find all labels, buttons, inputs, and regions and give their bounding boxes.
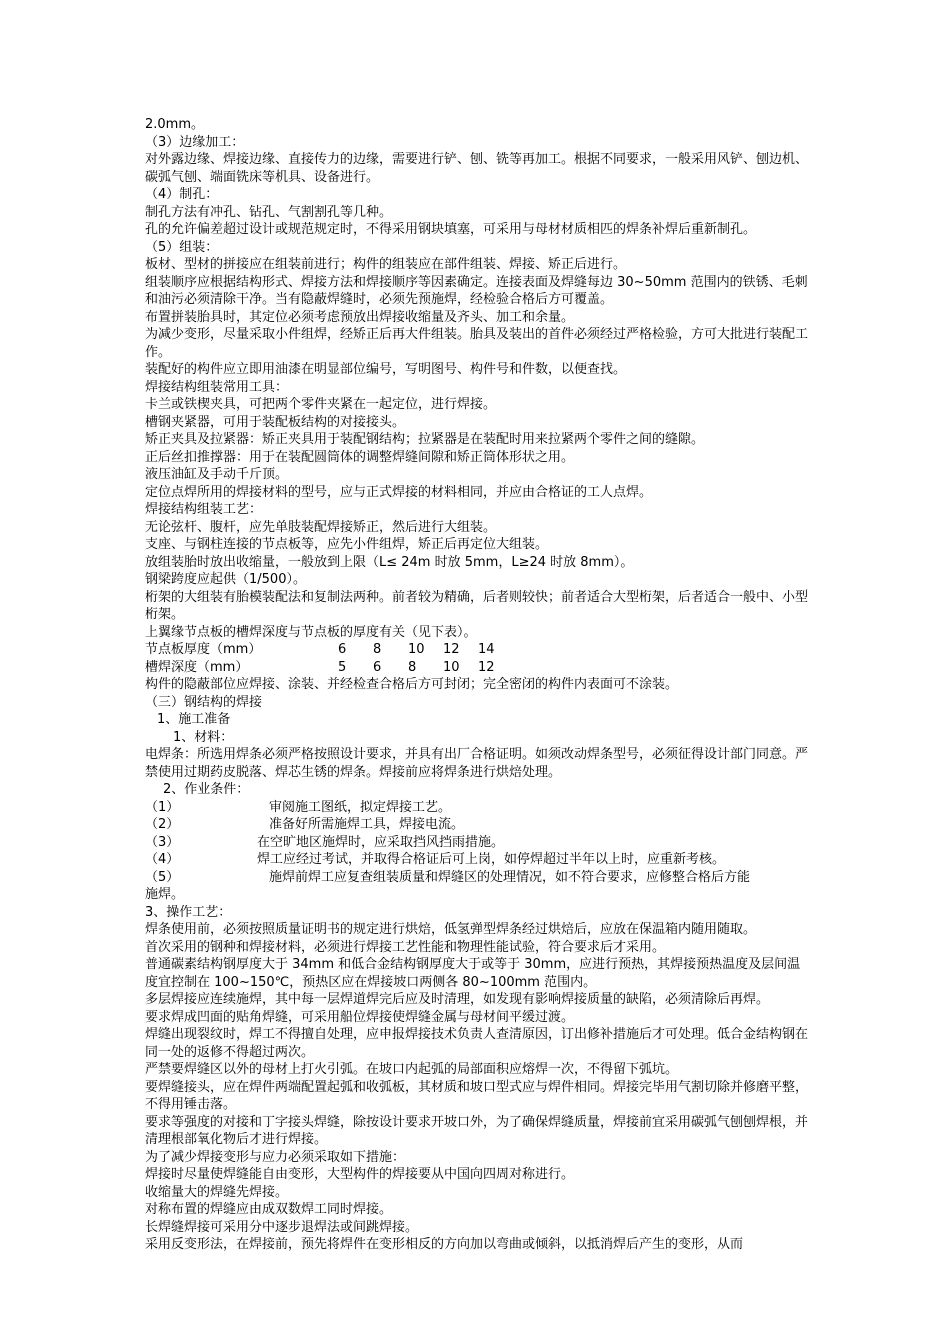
- paragraph: 对称布置的焊缝应由成双数焊工同时焊接。: [145, 1202, 393, 1217]
- section-heading: （4）制孔：: [145, 187, 219, 202]
- section-heading: （三）钢结构的焊接: [145, 694, 263, 710]
- table-cell: 10: [443, 659, 460, 675]
- paragraph: 无论弦杆、腹杆，应先单肢装配焊接矫正，然后进行大组装。: [145, 519, 497, 535]
- table-cell: 5: [338, 659, 347, 675]
- paragraph: 收缩量大的焊缝先焊接。: [145, 1184, 289, 1200]
- paragraph: 装配好的构件应立即用油漆在明显部位编号，写明图号、构件号和件数，以便查找。: [145, 362, 627, 377]
- paragraph: 组装顺序应根据结构形式、焊接方法和焊接顺序等因素确定。连接表面及焊缝每边 30~50mm 范围内的铁锈、毛刺和油污必须清除干净。当有隐蔽焊缝时，必须先预施焊，经检验合格后方可覆盖。: [145, 274, 808, 307]
- paragraph: 槽钢夹紧器，可用于装配板结构的对接接头。: [145, 414, 406, 430]
- paragraph: 焊接时尽量使焊缝能自由变形，大型构件的焊接要从中国向四周对称进行。: [145, 1167, 575, 1182]
- paragraph: 要求焊成凹面的贴角焊缝，可采用船位焊接使焊缝金属与母材间平缓过渡。: [145, 1009, 575, 1025]
- condition-item: [145, 869, 813, 887]
- condition-number: （1）: [145, 799, 180, 815]
- condition-item: [145, 851, 813, 869]
- paragraph: 为减少变形，尽量采取小件组焊，经矫正后再大件组装。胎具及装出的首件必须经过严格检验，方可大批进行装配工作。: [145, 327, 809, 360]
- paragraph: 焊接结构组装常用工具：: [145, 379, 289, 395]
- paragraph: 支座、与钢柱连接的节点板等，应先小件组焊，矫正后再定位大组装。: [145, 537, 549, 552]
- paragraph: 正后丝扣推撑器：用于在装配圆筒体的调整焊缝间隙和矫正筒体形状之用。: [145, 449, 575, 465]
- condition-text: 审阅施工图纸，拟定焊接工艺。: [269, 799, 452, 815]
- paragraph: 施焊。: [145, 887, 185, 902]
- table-cell: 8: [373, 642, 382, 657]
- table-cell: 14: [478, 642, 495, 657]
- table-cell: 10: [408, 642, 425, 657]
- paragraph: 桁架的大组装有胎模装配法和复制法两种。前者较为精确，后者则较快；前者适合大型桁架，后者适合一般中、小型桁架。: [145, 589, 809, 622]
- paragraph: 制孔方法有冲孔、钻孔、气割割孔等几种。: [145, 204, 393, 220]
- paragraph: 焊接结构组装工艺：: [145, 502, 263, 517]
- condition-text: 在空旷地区施焊时，应采取挡风挡雨措施。: [257, 834, 505, 850]
- table-cell: 6: [338, 642, 347, 657]
- table-row-label: 节点板厚度（mm）: [145, 642, 262, 657]
- table-cell: 6: [373, 659, 382, 675]
- table-cell: 12: [478, 659, 495, 675]
- paragraph: 钢梁跨度应起供（1/500）。: [145, 572, 306, 587]
- table-row-label: 槽焊深度（mm）: [145, 659, 249, 675]
- paragraph: 布置拼装胎具时，其定位必须考虑预放出焊接收缩量及齐头、加工和余量。: [145, 309, 575, 325]
- paragraph: 构件的隐蔽部位应焊接、涂装、并经检查合格后方可封闭；完全密闭的构件内表面可不涂装。: [145, 677, 679, 692]
- paragraph: 液压油缸及手动千斤顶。: [145, 467, 289, 482]
- subsection-heading: 3、操作工艺：: [145, 904, 232, 920]
- paragraph: 为了减少焊接变形与应力必须采取如下措施：: [145, 1149, 406, 1165]
- paragraph: 电焊条：所选用焊条必须严格按照设计要求，并具有出厂合格证明。如须改动焊条型号，必须征得设计部门同意。严禁使用过期药皮脱落、焊芯生锈的焊条。焊接前应将焊条进行烘焙处理。: [145, 747, 809, 780]
- condition-number: （3）: [145, 834, 180, 850]
- paragraph: 首次采用的钢种和焊接材料，必须进行焊接工艺性能和物理性能试验，符合要求后才采用。: [145, 939, 666, 955]
- condition-number: （4）: [145, 852, 180, 867]
- paragraph: 定位点焊所用的焊接材料的型号，应与正式焊接的材料相同，并应由合格证的工人点焊。: [145, 484, 653, 500]
- condition-text: 准备好所需施焊工具，焊接电流。: [269, 817, 465, 832]
- table-row: [145, 659, 813, 677]
- section-heading: （5）组装：: [145, 239, 219, 255]
- text-line: 2.0mm。: [145, 117, 205, 132]
- condition-number: （2）: [145, 817, 180, 832]
- condition-item: [145, 799, 813, 817]
- table-cells: [338, 641, 513, 659]
- condition-number: （5）: [145, 869, 180, 885]
- paragraph: 长焊缝焊接可采用分中逐步退焊法或间跳焊接。: [145, 1219, 419, 1235]
- subsection-heading: 1、材料：: [173, 729, 234, 745]
- paragraph: 普通碳素结构钢厚度大于 34mm 和低合金结构钢厚度大于或等于 30mm，应进行预热，其焊接预热温度及层间温度宜控制在 100~150℃，预热区应在焊接坡口两侧各 80~100mm 范围内。: [145, 957, 801, 990]
- paragraph: 要求等强度的对接和丁字接头焊缝，除按设计要求开坡口外，为了确保焊缝质量，焊接前宜采用碳弧气刨刨焊根，并清理根部氧化物后才进行焊接。: [145, 1114, 809, 1147]
- table-cell: 8: [408, 659, 417, 675]
- paragraph: 要焊缝接头，应在焊件两端配置起弧和收弧板，其材质和坡口型式应与焊件相同。焊接完毕用气割切除并修磨平整，不得用锤击落。: [145, 1079, 809, 1112]
- paragraph: 采用反变形法，在焊接前，预先将焊件在变形相反的方向加以弯曲或倾斜，以抵消焊后产生的变形，从而: [145, 1237, 744, 1252]
- paragraph: 焊条使用前，必须按照质量证明书的规定进行烘焙，低氢弹型焊条经过烘焙后，应放在保温箱内随用随取。: [145, 922, 757, 937]
- condition-item: [145, 816, 813, 834]
- section-heading: （3）边缘加工：: [145, 134, 245, 150]
- table-cell: 12: [443, 642, 460, 657]
- table-row: [145, 641, 813, 659]
- paragraph: 孔的允许偏差超过设计或规范规定时，不得采用钢块填塞，可采用与母材材质相匹的焊条补焊后重新制孔。: [145, 222, 757, 237]
- paragraph: 卡兰或铁楔夹具，可把两个零件夹紧在一起定位，进行焊接。: [145, 397, 497, 412]
- paragraph: 上翼缘节点板的槽焊深度与节点板的厚度有关（见下表）。: [145, 624, 477, 640]
- subsection-heading: 1、施工准备: [157, 712, 231, 727]
- paragraph: 板材、型材的拼接应在组装前进行；构件的组装应在部件组装、焊接、矫正后进行。: [145, 257, 627, 272]
- condition-item: [145, 834, 813, 852]
- paragraph: 矫正夹具及拉紧器：矫正夹具用于装配钢结构；拉紧器是在装配时用来拉紧两个零件之间的缝隙。: [145, 432, 705, 447]
- condition-text: 焊工应经过考试，并取得合格证后可上岗，如停焊超过半年以上时，应重新考核。: [257, 852, 726, 867]
- condition-text: 施焊前焊工应复查组装质量和焊缝区的处理情况，如不符合要求，应修整合格后方能: [269, 869, 751, 885]
- document-page: [145, 116, 813, 1254]
- subsection-heading: 2、作业条件：: [163, 782, 250, 797]
- paragraph: 放组装胎时放出收缩量，一般放到上限（L≤ 24m 时放 5mm，L≥24 时放 8mm）。: [145, 554, 634, 570]
- paragraph: 对外露边缘、焊接边缘、直接传力的边缘，需要进行铲、刨、铣等再加工。根据不同要求，一般采用风铲、刨边机、碳弧气刨、端面铣床等机具、设备进行。: [145, 152, 809, 185]
- paragraph: 严禁要焊缝区以外的母材上打火引弧。在坡口内起弧的局部面积应熔焊一次，不得留下弧坑。: [145, 1062, 679, 1077]
- paragraph: 多层焊接应连续施焊，其中每一层焊道焊完后应及时清理，如发现有影响焊接质量的缺陷，必须清除后再焊。: [145, 992, 770, 1007]
- table-cells: [338, 659, 513, 677]
- paragraph: 焊缝出现裂纹时，焊工不得擅自处理，应申报焊接技术负责人查清原因，订出修补措施后才可处理。低合金结构钢在同一处的返修不得超过两次。: [145, 1027, 809, 1060]
